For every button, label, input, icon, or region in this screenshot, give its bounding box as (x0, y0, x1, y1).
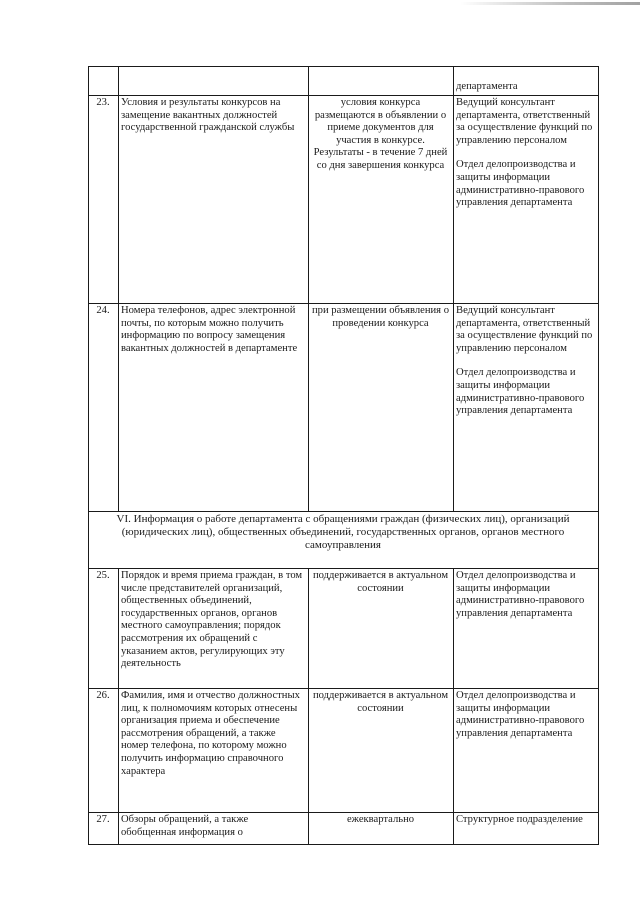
row-number: 26. (89, 689, 119, 813)
info-name: Порядок и время приема граждан, в том числе представителей организаций, общественных объединений, государственных органов, органов местного самоуправления; порядок рассмотрения их обращений с указанием актов, регулирующих эту деятельность (119, 569, 309, 689)
row-number: 25. (89, 569, 119, 689)
publication-timing: ежеквартально (309, 813, 454, 845)
responsible-text: департамента (456, 81, 518, 93)
table-row (89, 689, 599, 813)
responsible-unit (454, 304, 599, 512)
info-name: Номера телефонов, адрес электронной почты, по которым можно получить информацию по вопросу замещения вакантных должностей в департаменте (119, 304, 309, 512)
info-name: Условия и результаты конкурсов на замещение вакантных должностей государственной гражданской службы (119, 96, 309, 304)
scan-artifact-line (460, 2, 640, 5)
responsible-unit (454, 67, 599, 96)
responsible-text: Отдел делопроизводства и защиты информации административно-правового управления департамента (456, 367, 585, 417)
responsible-unit (454, 689, 599, 813)
responsible-unit (454, 96, 599, 304)
disclosure-table (88, 66, 599, 845)
responsible-text: Отдел делопроизводства и защиты информации административно-правового управления департамента (456, 159, 585, 209)
row-number (89, 67, 119, 96)
section-row (89, 512, 599, 569)
info-name: Обзоры обращений, а также обобщенная информация о (119, 813, 309, 845)
responsible-unit (454, 569, 599, 689)
info-name (119, 67, 309, 96)
publication-timing (309, 67, 454, 96)
section-heading: VI. Информация о работе департамента с обращениями граждан (физических лиц), организаций (юридических лиц), общественных объединений, государственных органов, органов местного самоуправления (89, 512, 599, 569)
row-number: 23. (89, 96, 119, 304)
publication-timing: поддерживается в актуальном состоянии (309, 569, 454, 689)
publication-timing: условия конкурса размещаются в объявлении о приеме документов для участия в конкурсе. Результаты - в течение 7 дней со дня завершения конкурса (309, 96, 454, 304)
table-row (89, 96, 599, 304)
row-number: 24. (89, 304, 119, 512)
table-row (89, 67, 599, 96)
publication-timing: поддерживается в актуальном состоянии (309, 689, 454, 813)
responsible-text: Ведущий консультант департамента, ответственный за осуществление функций по управлению персоналом (456, 97, 593, 146)
responsible-text: Структурное подразделение (456, 814, 583, 825)
responsible-unit (454, 813, 599, 845)
table-row (89, 569, 599, 689)
row-number: 27. (89, 813, 119, 845)
responsible-text: Отдел делопроизводства и защиты информации административно-правового управления департамента (456, 570, 585, 619)
table-row (89, 813, 599, 845)
info-name: Фамилия, имя и отчество должностных лиц, к полномочиям которых отнесены организация приема и обеспечение рассмотрения обращений, а также номер телефона, по которому можно получить информацию справочного характера (119, 689, 309, 813)
publication-timing: при размещении объявления о проведении конкурса (309, 304, 454, 512)
table-row (89, 304, 599, 512)
responsible-text: Ведущий консультант департамента, ответственный за осуществление функций по управлению персоналом (456, 305, 593, 354)
responsible-text: Отдел делопроизводства и защиты информации административно-правового управления департамента (456, 690, 585, 739)
